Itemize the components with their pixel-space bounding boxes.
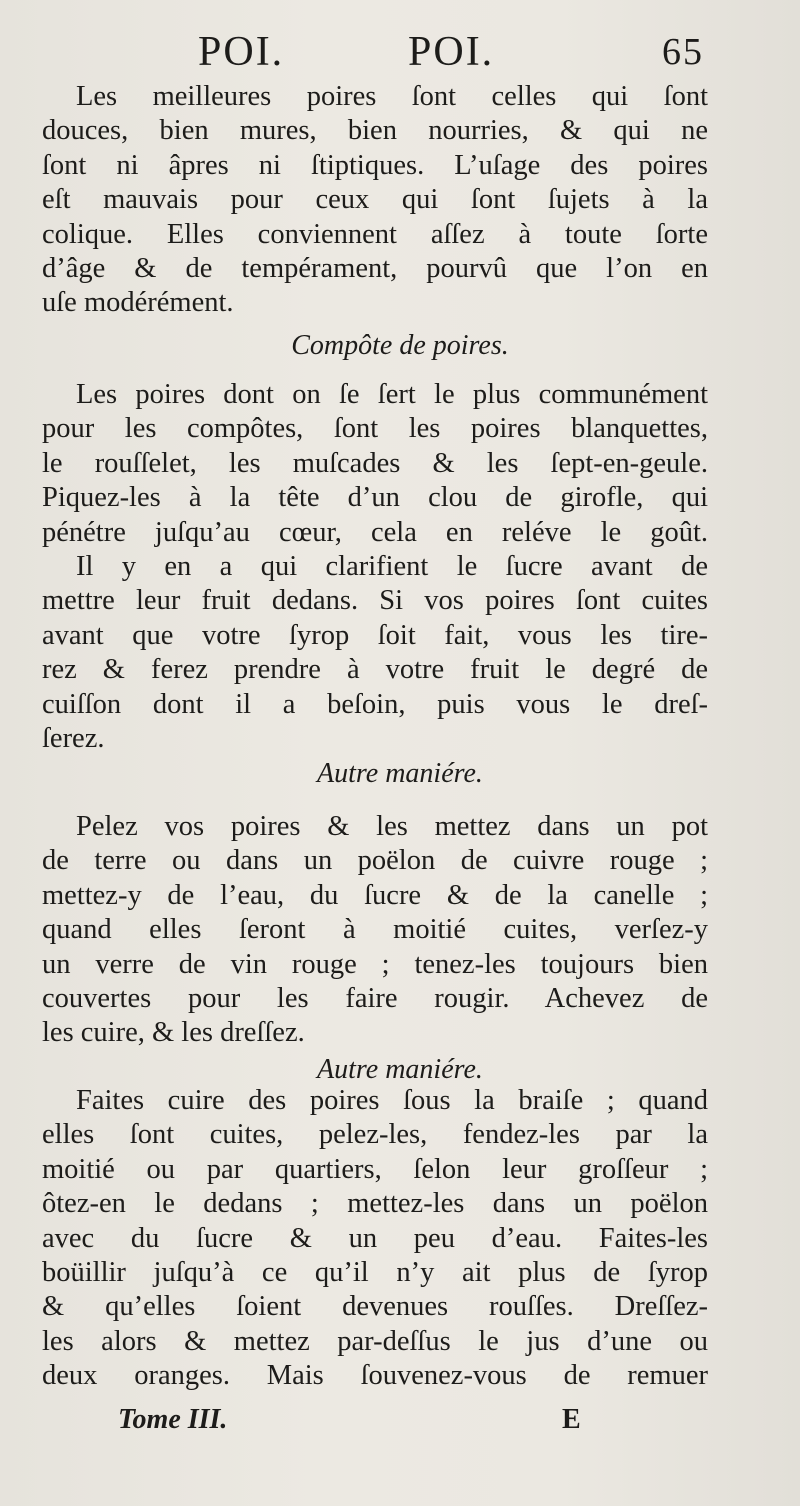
paragraph-intro [42, 80, 708, 321]
text-line: pour les compôtes, ſont les poires blanquettes, [42, 413, 708, 445]
text-line: couvertes pour les faire rougir. Achevez de [42, 983, 708, 1015]
text-line: mettre leur fruit dedans. Si vos poires ſont cuites [42, 585, 708, 617]
page-number: 65 [662, 31, 704, 73]
text-line: Piquez-les à la tête d’un clou de girofle, qui [42, 482, 708, 514]
text-line: & qu’elles ſoient devenues rouſſes. Dreſſez- [42, 1291, 708, 1323]
header-right-keyword: POI. [408, 29, 495, 75]
text-line: eſt mauvais pour ceux qui ſont ſujets à la [42, 184, 708, 216]
text-line: Faites cuire des poires ſous la braiſe ; quand [76, 1085, 708, 1116]
text-line: douces, bien mures, bien nourries, & qui ne [42, 115, 708, 147]
text-line: ſont ni âpres ni ſtiptiques. L’uſage des poires [42, 149, 708, 181]
text-line: Il y en a qui clarifient le ſucre avant de [76, 551, 708, 582]
text-line: les alors & mettez par-deſſus le jus d’une ou [42, 1325, 708, 1357]
text-line: ôtez-en le dedans ; mettez-les dans un poëlon [42, 1188, 708, 1220]
text-line: Pelez vos poires & les mettez dans un pot [76, 811, 708, 842]
text-line: deux oranges. Mais ſouvenez-vous de remuer [42, 1360, 708, 1392]
volume-label: Tome III. [118, 1404, 228, 1435]
page-footer [0, 1400, 800, 1440]
text-line: les cuire, & les dreſſez. [42, 1017, 305, 1049]
text-line: le rouſſelet, les muſcades & les ſept-en-geule. [42, 447, 708, 479]
text-line: uſe modérément. [42, 287, 234, 319]
text-line: Les poires dont on ſe ſert le plus communément [76, 379, 708, 410]
text-line: cuiſſon dont il a beſoin, puis vous le dreſ- [42, 688, 708, 720]
running-header [0, 22, 800, 82]
text-line: moitié ou par quartiers, ſelon leur groſſeur ; [42, 1153, 708, 1185]
signature-mark: E [562, 1404, 581, 1435]
text-line: elles ſont cuites, pelez-les, fendez-les par la [42, 1119, 708, 1151]
text-line: d’âge & de tempérament, pourvû que l’on en [42, 253, 708, 285]
section-heading-compote: Compôte de poires. [291, 330, 509, 361]
text-line: quand elles ſeront à moitié cuites, verſez-y [42, 914, 708, 946]
text-line: rez & ferez prendre à votre fruit le degré de [42, 654, 708, 686]
text-line: mettez-y de l’eau, du ſucre & de la canelle ; [42, 879, 708, 911]
paragraph-autre-1 [42, 810, 708, 1051]
paragraph-syrup [42, 550, 708, 756]
text-line: ſerez. [42, 723, 105, 755]
text-line: un verre de vin rouge ; tenez-les toujours bien [42, 948, 708, 980]
section-heading-autre-1: Autre maniére. [317, 758, 483, 789]
text-line: colique. Elles conviennent aſſez à toute ſorte [42, 218, 708, 250]
paragraph-autre-2 [42, 1084, 708, 1394]
text-line: boüillir juſqu’à ce qu’il n’y ait plus de ſyrop [42, 1257, 708, 1289]
text-line: Les meilleures poires ſont celles qui ſont [76, 81, 708, 112]
section-heading-autre-2: Autre maniére. [317, 1054, 483, 1085]
text-line: de terre ou dans un poëlon de cuivre rouge ; [42, 845, 708, 877]
header-left-keyword: POI. [198, 29, 285, 75]
paragraph-compote [42, 378, 708, 550]
text-line: avant que votre ſyrop ſoit fait, vous les tire- [42, 619, 708, 651]
text-line: avec du ſucre & un peu d’eau. Faites-les [42, 1222, 708, 1254]
text-line: pénétre juſqu’au cœur, cela en reléve le goût. [42, 516, 708, 548]
